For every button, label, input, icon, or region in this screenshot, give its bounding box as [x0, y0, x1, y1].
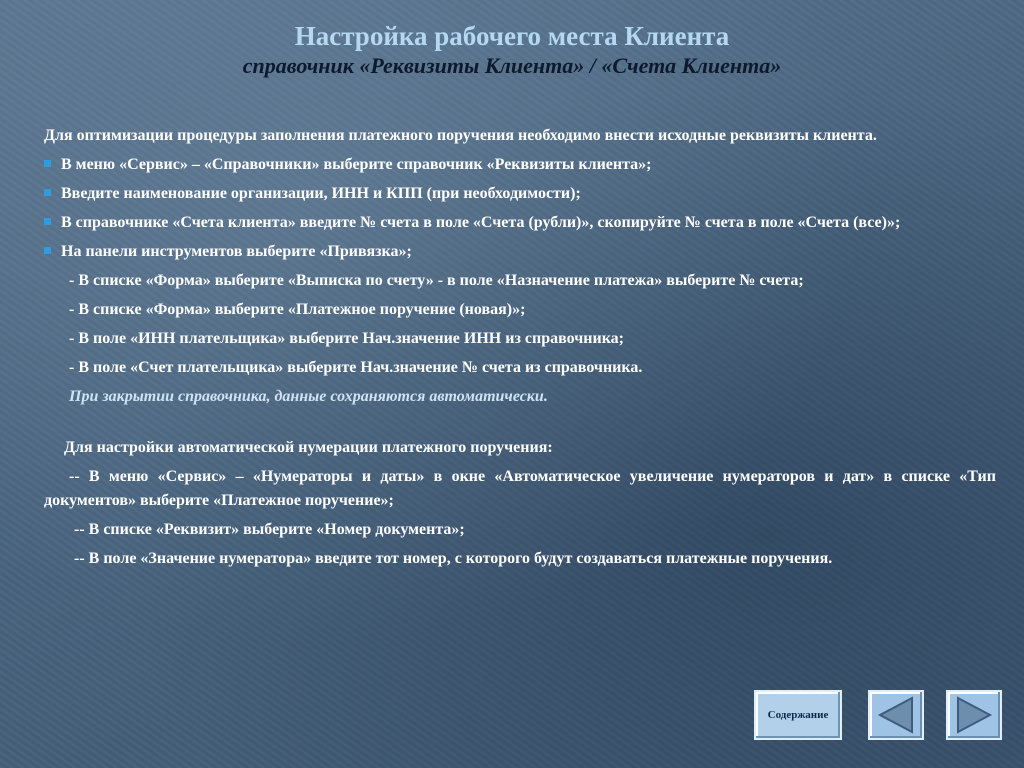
bullet-item	[44, 240, 996, 264]
numbering-item: -- В поле «Значение нумератора» введите тот номер, с которого будут создаваться платежные поручения.	[74, 550, 833, 567]
bullet-item	[44, 211, 996, 235]
numbering-item: -- В меню «Сервис» – «Нумераторы и даты» в окне «Автоматическое увеличение нумераторов и дат» в списке «Тип документов» выберите «Платежное поручение»;	[44, 468, 996, 509]
intro-text: Для оптимизации процедуры заполнения платежного поручения необходимо внести исходные реквизиты клиента.	[44, 127, 877, 144]
slide-header	[0, 20, 1024, 80]
contents-button-label: Содержание	[767, 709, 829, 721]
slide-content	[44, 124, 996, 576]
numbering-heading: Для настройки автоматической нумерации платежного поручения:	[64, 439, 553, 456]
slide-subtitle: справочник «Реквизиты Клиента» / «Счета Клиента»	[242, 53, 782, 78]
sub-item: - В поле «Счет плательщика» выберите Нач.значение № счета из справочника.	[69, 359, 643, 376]
sub-item: - В поле «ИНН плательщика» выберите Нач.значение ИНН из справочника;	[69, 330, 624, 347]
triangle-left-icon	[870, 692, 922, 738]
triangle-right-icon	[948, 692, 1000, 738]
auto-save-note: При закрытии справочника, данные сохраняются автоматически.	[69, 388, 548, 405]
bullet-text: Введите наименование организации, ИНН и КПП (при необходимости);	[61, 185, 581, 202]
square-bullet-icon	[44, 218, 51, 225]
bullet-text: В справочнике «Счета клиента» введите № счета в поле «Счета (рубли)», скопируйте № счета в поле «Счета (все)»;	[61, 214, 901, 231]
next-slide-button[interactable]	[946, 690, 1002, 740]
bullet-item	[44, 182, 996, 206]
previous-slide-button[interactable]	[868, 690, 924, 740]
bullet-text: В меню «Сервис» – «Справочники» выберите справочник «Реквизиты клиента»;	[61, 156, 652, 173]
bullet-item	[44, 153, 996, 177]
section-gap	[44, 414, 996, 436]
square-bullet-icon	[44, 247, 51, 254]
sub-item: - В списке «Форма» выберите «Выписка по счету» - в поле «Назначение платежа» выберите № счета;	[69, 272, 804, 289]
square-bullet-icon	[44, 189, 51, 196]
bullet-text: На панели инструментов выберите «Привязка»;	[61, 243, 412, 260]
square-bullet-icon	[44, 160, 51, 167]
contents-button[interactable]	[754, 690, 842, 740]
sub-item: - В списке «Форма» выберите «Платежное поручение (новая)»;	[69, 301, 526, 318]
slide-title: Настройка рабочего места Клиента	[294, 21, 730, 51]
numbering-item: -- В списке «Реквизит» выберите «Номер документа»;	[74, 521, 465, 538]
